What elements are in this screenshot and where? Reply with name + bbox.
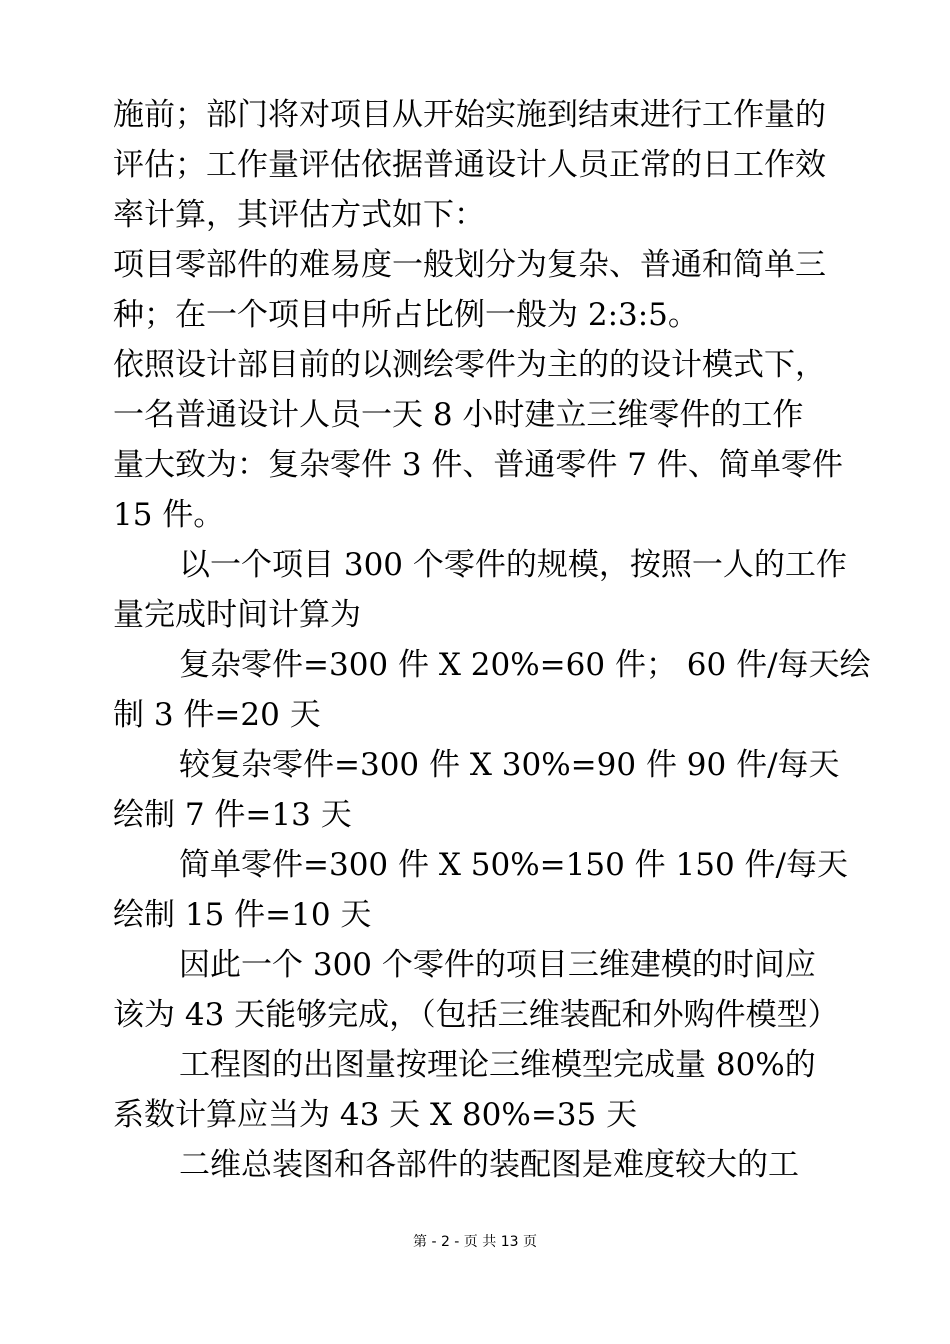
text-line: 绘制 15 件=10 天 (113, 897, 372, 933)
text-line: 量大致为：复杂零件 3 件、普通零件 7 件、简单零件 (113, 447, 843, 483)
text-line: 施前；部门将对项目从开始实施到结束进行工作量的 (113, 97, 826, 133)
text-line: 种；在一个项目中所占比例一般为 2:3:5。 (113, 297, 699, 333)
text-line: 率计算，其评估方式如下： (113, 197, 485, 233)
text-line: 系数计算应当为 43 天 X 80%=35 天 (113, 1097, 638, 1133)
text-line: 绘制 7 件=13 天 (113, 797, 352, 833)
text-line: 15 件。 (113, 497, 225, 533)
text-line: 较复杂零件=300 件 X 30%=90 件 90 件/每天 (179, 747, 840, 783)
text-line: 评估；工作量评估依据普通设计人员正常的日工作效 (113, 147, 826, 183)
text-line: 因此一个 300 个零件的项目三维建模的时间应 (179, 947, 816, 983)
text-line: 以一个项目 300 个零件的规模，按照一人的工作 (179, 547, 847, 583)
text-line: 该为 43 天能够完成，（包括三维装配和外购件模型） (113, 997, 839, 1033)
text-line: 简单零件=300 件 X 50%=150 件 150 件/每天 (179, 847, 848, 883)
text-line: 工程图的出图量按理论三维模型完成量 80%的 (179, 1047, 816, 1083)
text-line: 制 3 件=20 天 (113, 697, 321, 733)
text-line: 依照设计部目前的以测绘零件为主的的设计模式下， (113, 347, 826, 383)
text-line: 一名普通设计人员一天 8 小时建立三维零件的工作 (113, 397, 804, 433)
text-line: 复杂零件=300 件 X 20%=60 件； 60 件/每天绘 (179, 647, 871, 683)
text-line: 量完成时间计算为 (113, 597, 361, 633)
page-number-footer: 第 - 2 - 页 共 13 页 (413, 1234, 537, 1250)
document-body (113, 90, 871, 1190)
text-line: 项目零部件的难易度一般划分为复杂、普通和简单三 (113, 247, 826, 283)
text-line: 二维总装图和各部件的装配图是难度较大的工 (179, 1147, 799, 1183)
